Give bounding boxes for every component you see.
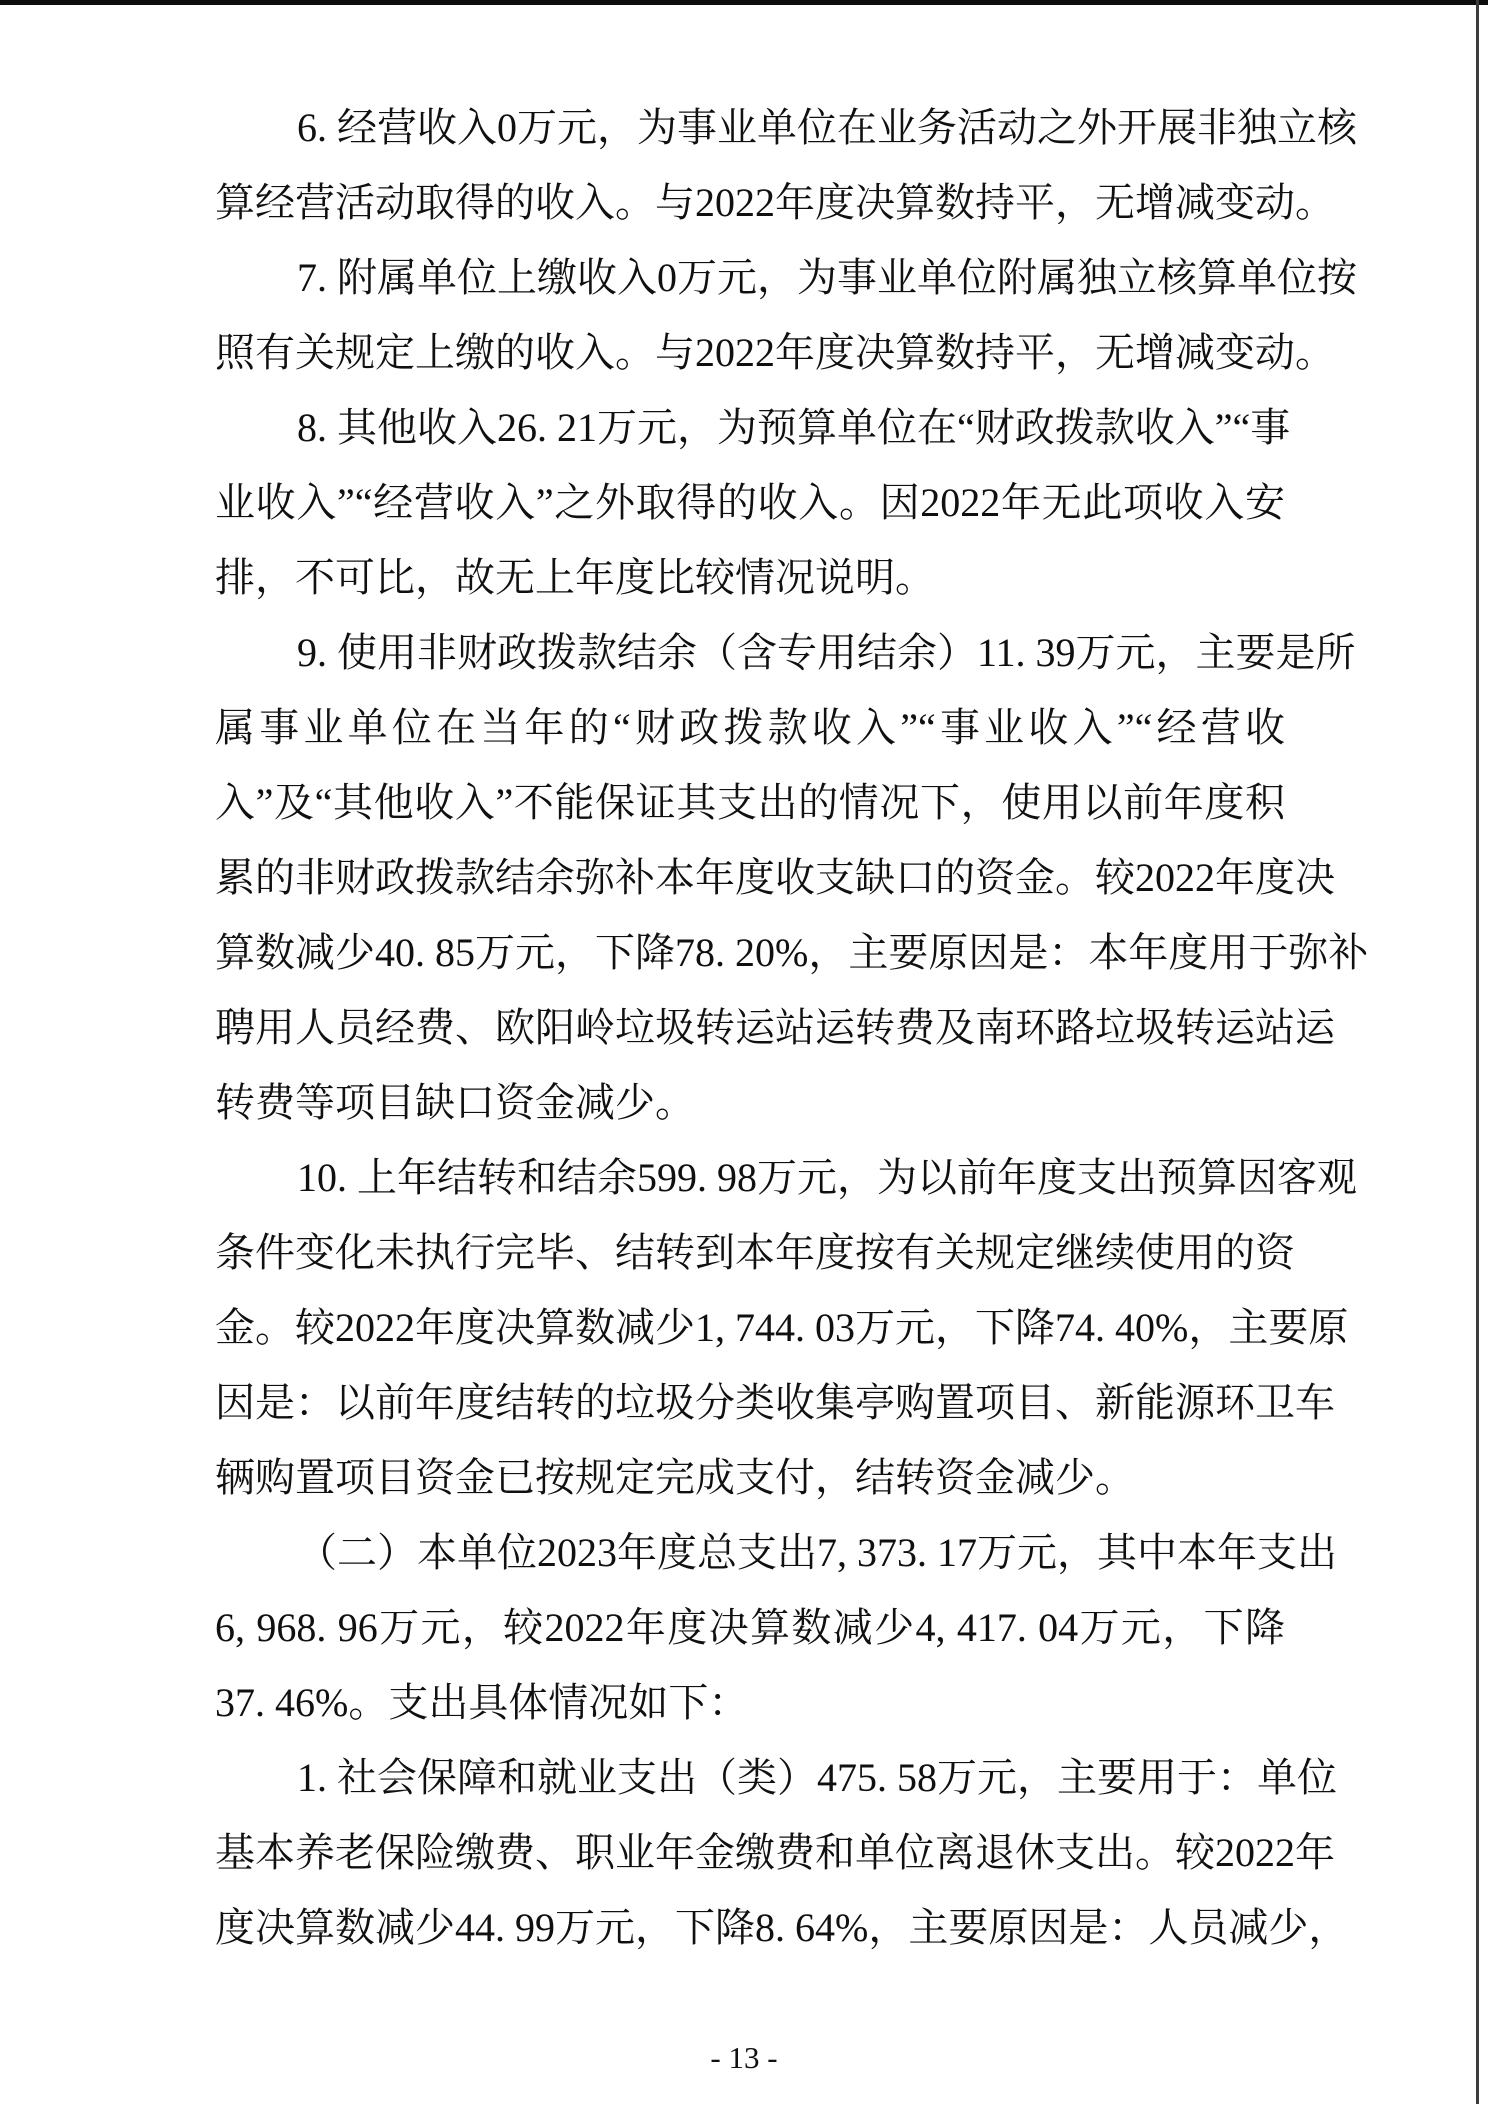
text-line: 10. 上年结转和结余599. 98万元，为以前年度支出预算因客观	[297, 1155, 1357, 1200]
text-line: 基本养老保险缴费、职业年金缴费和单位离退休支出。较2022年	[215, 1830, 1335, 1875]
text-line: 8. 其他收入26. 21万元，为预算单位在“财政拨款收入”“事	[297, 405, 1291, 450]
text-line: 属事业单位在当年的“财政拨款收入”“事业收入”“经营收	[215, 705, 1285, 750]
text-line: 1. 社会保障和就业支出（类）475. 58万元，主要用于：单位	[297, 1755, 1337, 1800]
scan-artifact-right-edge	[1476, 0, 1479, 2104]
text-line: 因是：以前年度结转的垃圾分类收集亭购置项目、新能源环卫车	[215, 1380, 1335, 1425]
text-line: 度决算数减少44. 99万元，下降8. 64%，主要原因是：人员减少，	[215, 1905, 1349, 1950]
text-line: 金。较2022年度决算数减少1, 744. 03万元，下降74. 40%，主要原	[215, 1305, 1349, 1350]
text-line: 条件变化未执行完毕、结转到本年度按有关规定继续使用的资	[215, 1230, 1295, 1275]
text-line: 累的非财政拨款结余弥补本年度收支缺口的资金。较2022年度决	[215, 855, 1335, 900]
page-number: - 13 -	[710, 2040, 778, 2075]
text-line: 照有关规定上缴的收入。与2022年度决算数持平，无增减变动。	[215, 330, 1335, 375]
text-line: 37. 46%。支出具体情况如下：	[215, 1680, 749, 1725]
page-footer	[0, 2038, 1488, 2078]
text-line: 业收入”“经营收入”之外取得的收入。因2022年无此项收入安	[215, 480, 1285, 525]
text-line: 算数减少40. 85万元，下降78. 20%，主要原因是：本年度用于弥补	[215, 930, 1369, 975]
text-line: （二）本单位2023年度总支出7, 373. 17万元，其中本年支出	[297, 1530, 1337, 1575]
text-line: 6. 经营收入0万元，为事业单位在业务活动之外开展非独立核	[297, 105, 1357, 150]
scan-artifact-top-edge	[0, 0, 1488, 5]
text-line: 排，不可比，故无上年度比较情况说明。	[215, 555, 935, 600]
text-line: 转费等项目缺口资金减少。	[215, 1080, 695, 1125]
text-line: 9. 使用非财政拨款结余（含专用结余）11. 39万元，主要是所	[297, 630, 1356, 675]
text-line: 算经营活动取得的收入。与2022年度决算数持平，无增减变动。	[215, 180, 1335, 225]
text-line: 辆购置项目资金已按规定完成支付，结转资金减少。	[215, 1455, 1135, 1500]
text-line: 7. 附属单位上缴收入0万元，为事业单位附属独立核算单位按	[297, 255, 1357, 300]
text-line: 6, 968. 96万元，较2022年度决算数减少4, 417. 04万元，下降	[215, 1605, 1285, 1650]
text-line: 聘用人员经费、欧阳岭垃圾转运站运转费及南环路垃圾转运站运	[215, 1005, 1335, 1050]
document-body	[215, 90, 1369, 1965]
text-line: 入”及“其他收入”不能保证其支出的情况下，使用以前年度积	[215, 780, 1285, 825]
